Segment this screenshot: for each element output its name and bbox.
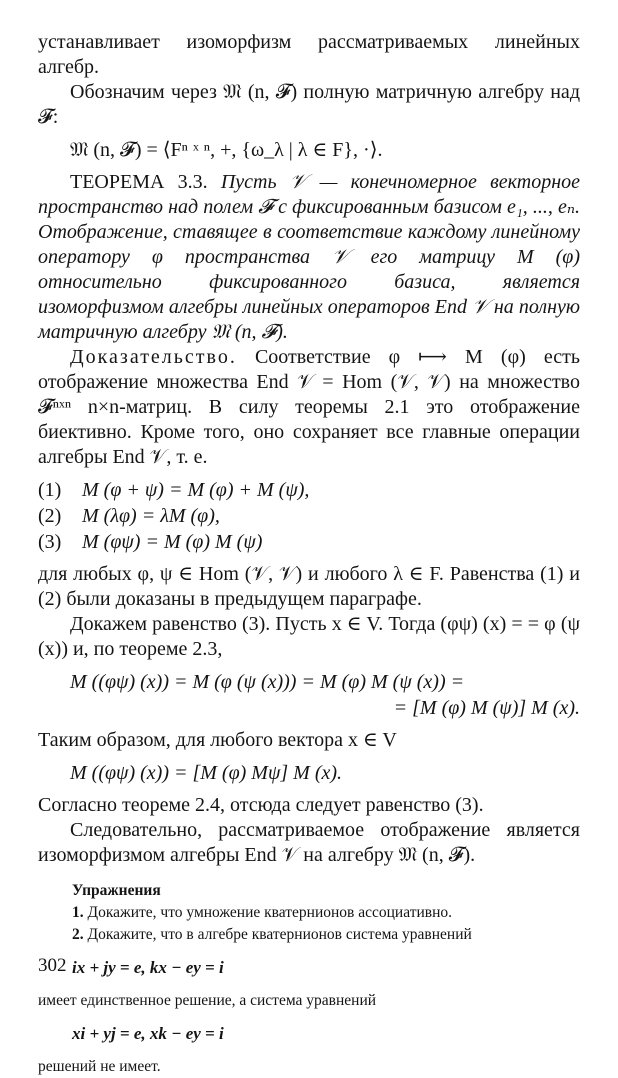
exercise-text: Докажите, что в алгебре кватернионов система уравнений [87, 926, 472, 943]
proof-paragraph [38, 345, 580, 470]
equation-label: (2) [38, 505, 62, 527]
exercise-text: Докажите, что умножение кватернионов ассоциативно. [87, 904, 453, 921]
paragraph-notation: Обозначим через 𝔐 (n, 𝓕) полную матричную алгебру над 𝓕: [38, 81, 580, 128]
theorem-3-3 [38, 170, 580, 345]
exercise-middle-text: имеет единственное решение, а система уравнений [38, 992, 377, 1009]
paragraph-accord: Согласно теореме 2.4, отсюда следует равенство (3). [38, 794, 484, 816]
paragraph-thus: Таким образом, для любого вектора x ∈ V [38, 729, 397, 751]
paragraph-continuation: устанавливает изоморфизм рассматриваемых линейных алгебр. [38, 31, 580, 78]
equation-text: M (φ + ψ) = M (φ) + M (ψ), [82, 479, 310, 501]
equation-system-1: ix + jy = e, kx − ey = i [72, 958, 224, 977]
proof-label: Доказательство. [70, 346, 237, 368]
equation-2 [38, 503, 580, 529]
equation-label: (3) [38, 531, 62, 553]
equation-long-1: M ((φψ) (x)) = M (φ (ψ (x))) = M (φ) M (ψ (x)) = [70, 671, 465, 693]
paragraph-prove-3: Докажем равенство (3). Пусть x ∈ V. Тогда (φψ) (x) = = φ (ψ (x)) и, по теореме 2.3, [38, 613, 580, 660]
theorem-label: ТЕОРЕМА 3.3. [70, 171, 208, 193]
page-number: 302 [38, 955, 67, 976]
exercise-number: 1. [72, 904, 84, 921]
proof-body: Соответствие φ ⟼ M (φ) есть отображение множества End 𝒱 = Hom (𝒱, 𝒱) на множество 𝓕ⁿˣⁿ n×n-матриц. В силу теоремы 2.1 это отображение биективно. Кроме того, оно сохраняет все главные операции алгебры End 𝒱, т. е. [38, 346, 580, 468]
theorem-body: Пусть 𝒱 — конечномерное векторное пространство над полем 𝓕 с фиксированным базисом e₁, ..., eₙ. Отображение, ставящее в соответствие каждому линейному оператору φ пространства 𝒱 его матрицу M (φ) относительно фиксированного базиса, является изоморфизмом алгебры линейных операторов End 𝒱 на полную матричную алгебру 𝔐 (n, 𝓕). [38, 171, 580, 343]
exercise-item [38, 902, 580, 924]
equation-system-2: xi + yj = e, xk − ey = i [72, 1024, 224, 1043]
page-content [38, 30, 580, 1078]
paragraph-conclude: Следовательно, рассматриваемое отображение является изоморфизмом алгебры End 𝒱 на алгебру 𝔐 (n, 𝓕). [38, 819, 580, 866]
equation-text: M (λφ) = λM (φ), [82, 505, 220, 527]
equation-list [38, 477, 580, 555]
equation-text: M (φψ) = M (φ) M (ψ) [82, 531, 263, 553]
equation-matrix-algebra: 𝔐 (n, 𝓕) = ⟨Fⁿ ˣ ⁿ, +, {ω_λ | λ ∈ F}, ·⟩. [70, 139, 383, 161]
equation-3 [38, 529, 580, 555]
equation-1 [38, 477, 580, 503]
equation-thus: M ((φψ) (x)) = [M (φ) Mψ] M (x). [70, 762, 343, 784]
equation-long-2: = [M (φ) M (ψ)] M (x). [393, 697, 580, 719]
equation-label: (1) [38, 479, 62, 501]
exercise-item [38, 924, 580, 946]
exercise-end-text: решений не имеет. [38, 1058, 161, 1075]
exercises-title: Упражнения [72, 882, 161, 899]
exercises-section [38, 882, 580, 1078]
paragraph-after-equations: для любых φ, ψ ∈ Hom (𝒱, 𝒱) и любого λ ∈ F. Равенства (1) и (2) были доказаны в предыдущем параграфе. [38, 563, 580, 610]
exercise-number: 2. [72, 926, 84, 943]
